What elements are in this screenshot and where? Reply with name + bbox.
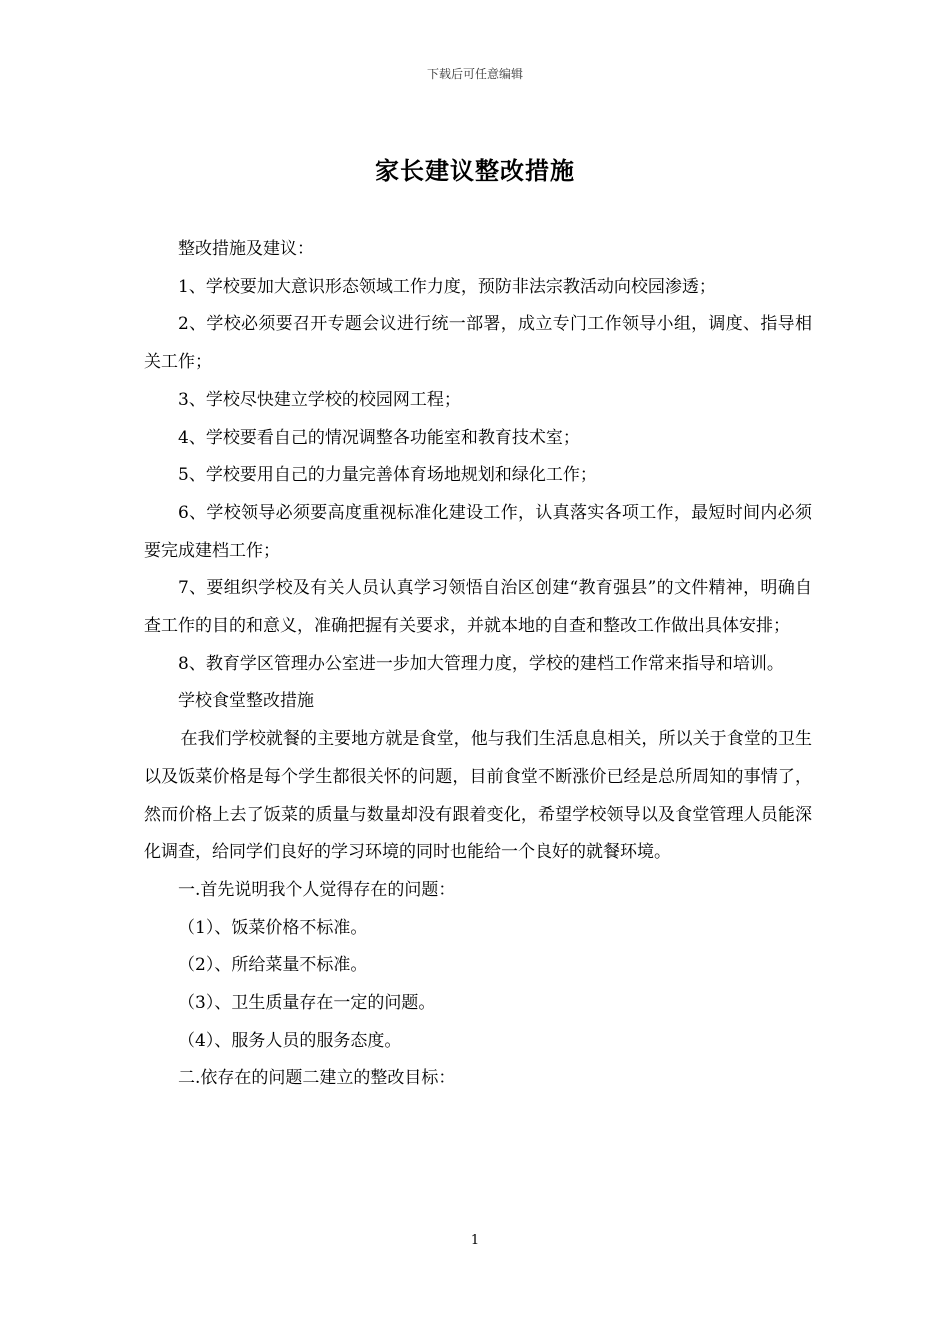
- page-number: 1: [470, 1233, 480, 1248]
- page-header-note: 下载后可任意编辑: [426, 67, 523, 81]
- paragraph-problem-3: （3）、卫生质量存在一定的问题。: [178, 993, 436, 1014]
- paragraph-goals-heading: 二.依存在的问题二建立的整改目标：: [178, 1068, 456, 1089]
- paragraph-problem-1: （1）、饭菜价格不标准。: [178, 917, 368, 938]
- paragraph-item-5: 5、学校要用自己的力量完善体育场地规划和绿化工作；: [178, 465, 597, 486]
- paragraph-canteen-heading: 学校食堂整改措施: [178, 691, 314, 712]
- paragraph-item-3: 3、学校尽快建立学校的校园网工程；: [178, 389, 461, 410]
- paragraph-item-8: 8、教育学区管理办公室进一步加大管理力度，学校的建档工作常来指导和培训。: [178, 653, 784, 674]
- paragraph-item-4: 4、学校要看自己的情况调整各功能室和教育技术室；: [178, 427, 580, 448]
- paragraph-item-1: 1、学校要加大意识形态领域工作力度，预防非法宗教活动向校园渗透；: [178, 276, 716, 297]
- paragraph-item-7: 7、要组织学校及有关人员认真学习领悟自治区创建“教育强县”的文件精神，明确自查工作的目的和意义，准确把握有关要求，并就本地的自查和整改工作做出具体安排；: [144, 578, 812, 637]
- paragraph-item-2: 2、学校必须要召开专题会议进行统一部署，成立专门工作领导小组，调度、指导相关工作；: [144, 314, 812, 373]
- paragraph-problems-heading: 一.首先说明我个人觉得存在的问题：: [178, 879, 456, 900]
- document-body: [144, 231, 812, 1098]
- paragraph-problem-2: （2）、所给菜量不标准。: [178, 955, 368, 976]
- paragraph-canteen-intro: 在我们学校就餐的主要地方就是食堂，他与我们生活息息相关，所以关于食堂的卫生以及饭菜价格是每个学生都很关怀的问题，目前食堂不断涨价已经是总所周知的事情了，然而价格上去了饭菜的质量与数量却没有跟着变化，希望学校领导以及食堂管理人员能深化调查，给同学们良好的学习环境的同时也能给一个良好的就餐环境。: [144, 729, 812, 863]
- document-title: 家长建议整改措施: [375, 156, 575, 185]
- paragraph-problem-4: （4）、服务人员的服务态度。: [178, 1030, 402, 1051]
- paragraph-measures-heading: 整改措施及建议：: [178, 239, 314, 259]
- paragraph-item-6: 6、学校领导必须要高度重视标准化建设工作，认真落实各项工作，最短时间内必须要完成建档工作；: [144, 502, 812, 561]
